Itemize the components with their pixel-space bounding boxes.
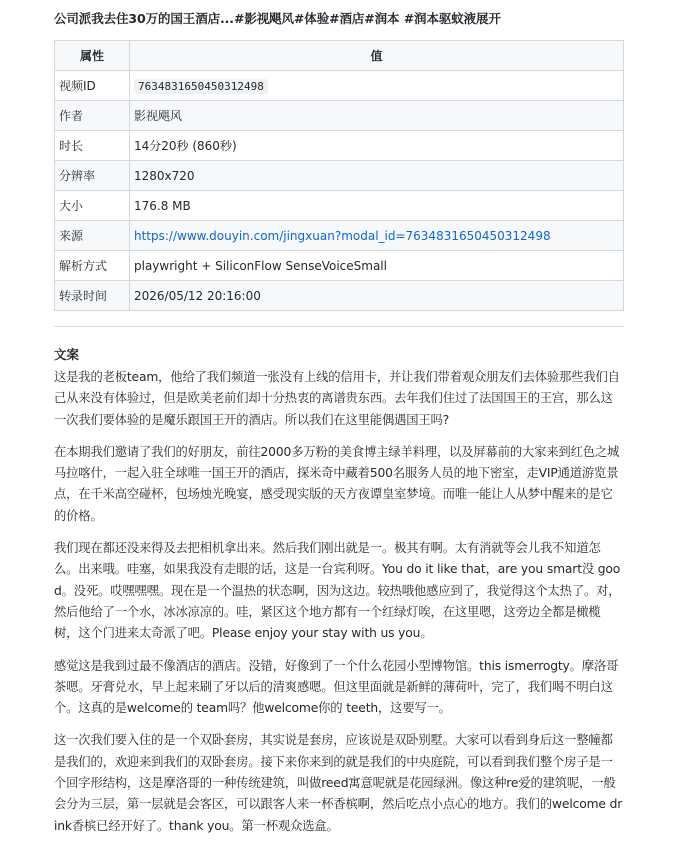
section-divider (54, 326, 624, 327)
table-header-row (55, 41, 624, 71)
table-row (55, 221, 624, 251)
row-value: playwright + SiliconFlow SenseVoiceSmall (130, 251, 624, 281)
header-key: 属性 (55, 41, 130, 71)
table-row (55, 131, 624, 161)
row-key: 时长 (55, 131, 130, 161)
row-key: 分辨率 (55, 161, 130, 191)
transcript-paragraph: 感觉这是我到过最不像酒店的酒店。没错，好像到了一个什么花园小型博物馆。this ismerrogty。摩洛哥茶嗯。牙膏兑水，早上起来刷了牙以后的清爽感嗯。但这里面就是新鲜的薄荷叶，完了，我们喝不明白这个。这真的是welcome的 team吗？他welcome你的 teeth，这要写一。 (54, 658, 619, 716)
metadata-table (54, 40, 624, 311)
row-value (130, 221, 624, 251)
page-title: 公司派我去住30万的国王酒店...#影视飓风#体验#酒店#润本 #润本驱蚊液展开 (54, 11, 501, 26)
table-row (55, 251, 624, 281)
row-value: 176.8 MB (130, 191, 624, 221)
table-row (55, 191, 624, 221)
transcript-paragraph: 在本期我们邀请了我们的好朋友，前往2000多万粉的美食博主绿羊料理，以及屏幕前的大家来到红色之城马拉喀什，一起入驻全球唯一国王开的酒店，探米奇中藏着500名服务人员的地下密室，走VIP通道游览景点，在千米高空碰杯，包场烛光晚宴，感受现实版的天方夜谭皇室梦境。而唯一能让人从梦中醒来的是它的价格。 (54, 444, 620, 523)
row-key: 转录时间 (55, 281, 130, 311)
video-id-code: 7634831650450312498 (134, 79, 268, 94)
table-row (55, 71, 624, 101)
transcript-paragraph: 这一次我们要入住的是一个双卧套房，其实说是套房，应该说是双卧别墅。大家可以看到身后这一整幢都是我们的，欢迎来到我们的双卧套房。接下来你来到的就是我们的中央庭院，可以看到我们整个房子是一个回字形结构，这是摩洛哥的一种传统建筑，叫做reed寓意呢就是花园绿洲。像这种re爱的建筑呢，一般会分为三层，第一层就是会客区，可以跟客人来一杯香槟啊，然后吃点小点心的地方。我们的welcome drink香槟已经开好了。thank you。第一杯观众选盒。 (54, 733, 623, 833)
row-key: 来源 (55, 221, 130, 251)
row-key: 作者 (55, 101, 130, 131)
row-value: 影视飓风 (130, 101, 624, 131)
table-row (55, 101, 624, 131)
table-row (55, 161, 624, 191)
table-row (55, 281, 624, 311)
row-key: 视频ID (55, 71, 130, 101)
transcript-paragraph: 我们现在都还没来得及去把相机拿出来。然后我们刚出就是一。极其有啊。太有消就等会儿我不知道怎么。出来哦。哇塞，如果我没有走眼的话，这是一台宾利呀。You do it like that，are you smart没 good。没死。哎嘿嘿嘿。现在是一个温热的状态啊，因为这边。较热哦他感应到了，我觉得这个太热了。对，然后他给了一个水，冰冰凉凉的。哇，紧区这个地方都有一个红绿灯唉，在这里嗯，这旁边全都是橄榄树，这个门进来太奇派了吧。Please enjoy your stay with us you。 (54, 541, 621, 641)
row-value: 1280x720 (130, 161, 624, 191)
source-link[interactable]: https://www.douyin.com/jingxuan?modal_id=7634831650450312498 (134, 228, 551, 243)
transcript-paragraph: 这是我的老板team，他给了我们频道一张没有上线的信用卡，并让我们带着观众朋友们去体验那些我们自己从来没有体验过，但是欧美老前们却十分热衷的离谱贵东西。去年我们住过了法国国王的王宫，那么这一次我们要体验的是魔乐跟国王开的酒店。所以我们在这里能偶遇国王吗? (54, 370, 620, 427)
section-heading: 文案 (54, 347, 80, 362)
row-value: 14分20秒 (860秒) (130, 131, 624, 161)
row-key: 解析方式 (55, 251, 130, 281)
header-value: 值 (130, 41, 624, 71)
row-value: 2026/05/12 20:16:00 (130, 281, 624, 311)
row-value (130, 71, 624, 101)
row-key: 大小 (55, 191, 130, 221)
